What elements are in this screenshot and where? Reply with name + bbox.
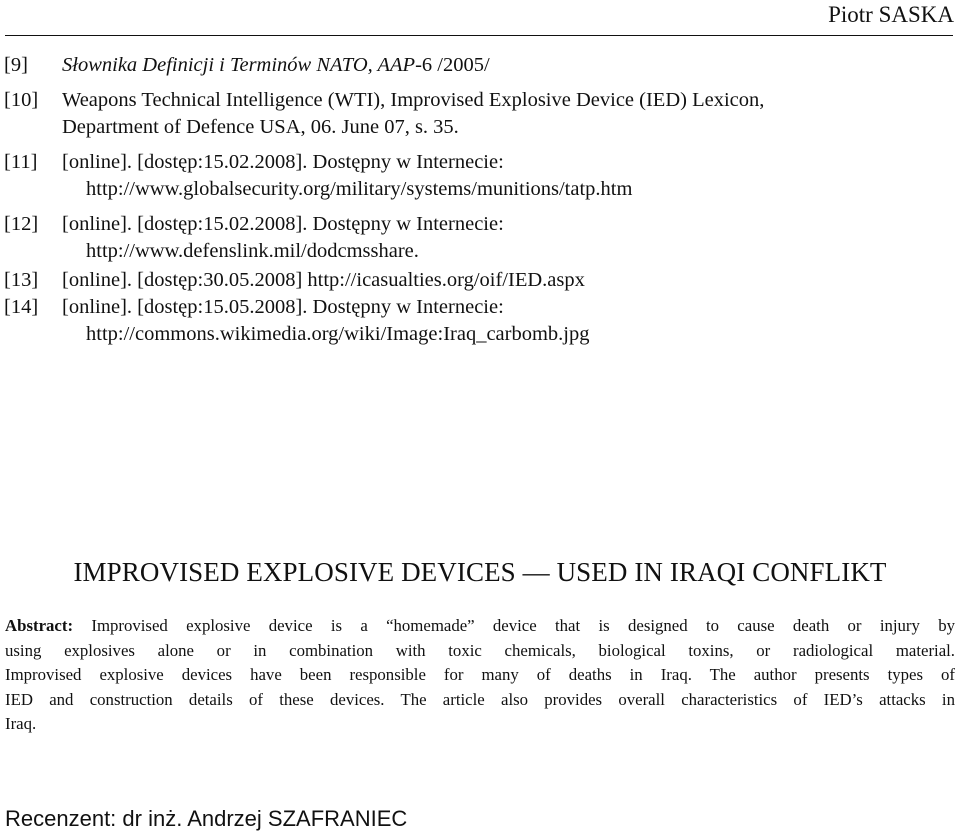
abstract-line: Improvised explosive devices have been responsible for many of deaths in Iraq. The author presents types of	[5, 665, 955, 684]
abstract-text: Improvised explosive device is a “homemade” device that is designed to cause death or injury by	[73, 616, 955, 635]
reference-number: [13]	[4, 269, 39, 291]
reference-title-italic: Słownika Definicji i Terminów NATO, AAP	[62, 54, 416, 76]
abstract-line: using explosives alone or in combination with toxic chemicals, biological toxins, or radiological material.	[5, 640, 955, 660]
reference-item-9	[0, 52, 960, 79]
reference-url: http://www.defenslink.mil/dodcmsshare.	[86, 240, 419, 262]
reference-number: [12]	[4, 213, 39, 235]
reference-text	[62, 211, 942, 265]
reference-text	[62, 294, 942, 348]
reference-text	[62, 52, 942, 79]
reviewers-line: Recenzent: dr inż. Andrzej SZAFRANIEC	[5, 806, 408, 831]
references-list	[0, 52, 960, 348]
reference-text	[62, 267, 942, 294]
abstract-line: IED and construction details of these devices. The article also provides overall characteristics of IED’s attacks in	[5, 689, 955, 709]
reference-item-12	[0, 211, 960, 265]
reference-url: http://www.globalsecurity.org/military/systems/munitions/tatp.htm	[86, 178, 633, 200]
reference-number: [14]	[4, 296, 39, 318]
reference-item-11	[0, 149, 960, 203]
reference-text	[62, 149, 942, 203]
reference-item-13	[0, 267, 960, 294]
reference-line: [online]. [dostęp:15.05.2008]. Dostępny w Internecie:	[62, 296, 504, 318]
reference-text	[62, 87, 942, 141]
header-rule	[5, 35, 953, 36]
reference-item-14	[0, 294, 960, 348]
reference-line: Weapons Technical Intelligence (WTI), Improvised Explosive Device (IED) Lexicon,	[62, 89, 765, 111]
reference-url: http://commons.wikimedia.org/wiki/Image:Iraq_carbomb.jpg	[86, 323, 590, 345]
reference-number: [9]	[4, 54, 28, 76]
abstract-label: Abstract:	[5, 616, 74, 635]
abstract-title: IMPROVISED EXPLOSIVE DEVICES — USED IN IRAQI CONFLIKT	[73, 557, 887, 587]
abstract-paragraph	[5, 614, 955, 737]
reference-line: [online]. [dostęp:30.05.2008] http://icasualties.org/oif/IED.aspx	[62, 269, 585, 291]
header-author: Piotr SASKA	[828, 2, 954, 27]
abstract-line	[5, 614, 955, 639]
reference-code: -6 /2005/	[415, 54, 490, 76]
reference-line: [online]. [dostęp:15.02.2008]. Dostępny w Internecie:	[62, 213, 504, 235]
reference-line: [online]. [dostęp:15.02.2008]. Dostępny w Internecie:	[62, 151, 504, 173]
reference-line: Department of Defence USA, 06. June 07, s. 35.	[62, 116, 459, 138]
reference-number: [10]	[4, 89, 39, 111]
reference-number: [11]	[4, 151, 38, 173]
abstract-line: Iraq.	[5, 714, 37, 733]
reference-item-10	[0, 87, 960, 141]
